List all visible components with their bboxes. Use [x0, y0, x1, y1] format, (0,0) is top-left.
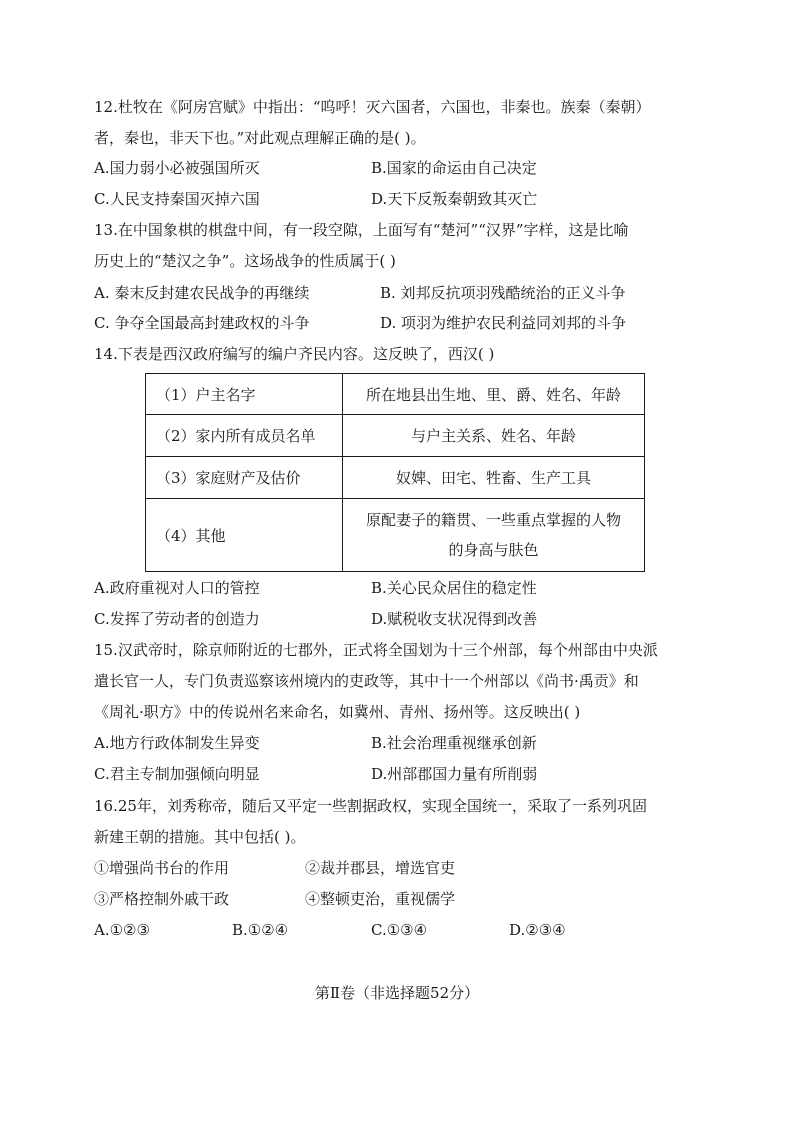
question-16-statement-2: ②裁并郡县，增选官吏: [305, 859, 456, 877]
question-14-option-d: D.赋税收支状况得到改善: [371, 610, 538, 628]
table-cell: （4）其他: [146, 499, 343, 572]
question-15-stem-line-2: 遣长官一人，专门负责巡察该州境内的吏政等，其中十一个州部以《尚书·禹贡》和: [94, 672, 639, 690]
table-cell: 所在地县出生地、里、爵、姓名、年龄: [343, 374, 645, 415]
question-13-option-b: B. 刘邦反抗项羽残酷统治的正义斗争: [380, 284, 626, 302]
question-15-stem-line-3: 《周礼·职方》中的传说州名来命名，如冀州、青州、扬州等。这反映出( ): [94, 703, 581, 721]
table-cell: （3）家庭财产及估价: [146, 457, 343, 499]
question-14-option-b: B.关心民众居住的稳定性: [371, 579, 537, 597]
question-14-option-c: C.发挥了劳动者的创造力: [94, 610, 260, 628]
table-cell-line: 原配妻子的籍贯、一些重点掌握的人物: [365, 511, 621, 529]
question-13-stem-line-2: 历史上的“楚汉之争”。这场战争的性质属于( ): [94, 252, 396, 270]
question-16-stem-line-1: 16.25年，刘秀称帝，随后又平定一些割据政权，实现全国统一，采取了一系列巩固: [94, 797, 647, 815]
question-13-option-d: D. 项羽为维护农民利益同刘邦的斗争: [380, 314, 627, 332]
section-title: 第Ⅱ卷（非选择题52分）: [314, 984, 480, 1002]
household-register-table: [145, 373, 645, 572]
question-13-option-c: C. 争夺全国最高封建政权的斗争: [94, 314, 310, 332]
question-12-option-b: B.国家的命运由自己决定: [371, 159, 537, 177]
question-15-option-d: D.州部郡国力量有所削弱: [371, 765, 538, 783]
question-15-stem-line-1: 15.汉武帝时，除京师附近的七郡外，正式将全国划为十三个州部，每个州部由中央派: [94, 641, 658, 659]
question-14-stem: 14.下表是西汉政府编写的编户齐民内容。这反映了，西汉( ): [94, 345, 495, 363]
question-16-option-a: A.①②③: [94, 921, 150, 939]
question-16-statement-1: ①增强尚书台的作用: [94, 859, 230, 877]
question-15-option-c: C.君主专制加强倾向明显: [94, 765, 260, 783]
question-16-stem-line-2: 新建王朝的措施。其中包括( )。: [94, 828, 306, 846]
question-12-stem-line-2: 者，秦也，非天下也。”对此观点理解正确的是( )。: [94, 129, 426, 147]
question-12-option-c: C.人民支持秦国灭掉六国: [94, 190, 260, 208]
question-15-option-b: B.社会治理重视继承创新: [371, 734, 537, 752]
question-15-option-a: A.地方行政体制发生异变: [94, 734, 260, 752]
question-16-statement-3: ③严格控制外戚干政: [94, 890, 230, 908]
table-cell: （2）家内所有成员名单: [146, 415, 343, 457]
question-16-option-b: B.①②④: [232, 921, 289, 939]
question-16-option-d: D.②③④: [509, 921, 566, 939]
table-row: [146, 415, 645, 457]
table-row: [146, 457, 645, 499]
question-14-option-a: A.政府重视对人口的管控: [94, 579, 260, 597]
question-13-option-a: A. 秦末反封建农民战争的再继续: [94, 284, 310, 302]
question-12-stem-line-1: 12.杜牧在《阿房宫赋》中指出：“呜呼！灭六国者，六国也，非秦也。族秦（秦朝）: [94, 98, 651, 116]
table-cell-line: 的身高与肤色: [448, 541, 539, 559]
question-16-option-c: C.①③④: [371, 921, 428, 939]
table-row: [146, 499, 645, 572]
table-cell: 奴婢、田宅、牲畜、生产工具: [343, 457, 645, 499]
question-12-option-d: D.天下反叛秦朝致其灭亡: [371, 190, 538, 208]
table-cell: 与户主关系、姓名、年龄: [343, 415, 645, 457]
question-16-statement-4: ④整顿吏治，重视儒学: [305, 890, 456, 908]
table-cell: [343, 499, 645, 572]
question-13-stem-line-1: 13.在中国象棋的棋盘中间，有一段空隙，上面写有“楚河”“汉界”字样，这是比喻: [94, 221, 629, 239]
table-cell: （1）户主名字: [146, 374, 343, 415]
question-12-option-a: A.国力弱小必被强国所灭: [94, 159, 260, 177]
table-row: [146, 374, 645, 415]
